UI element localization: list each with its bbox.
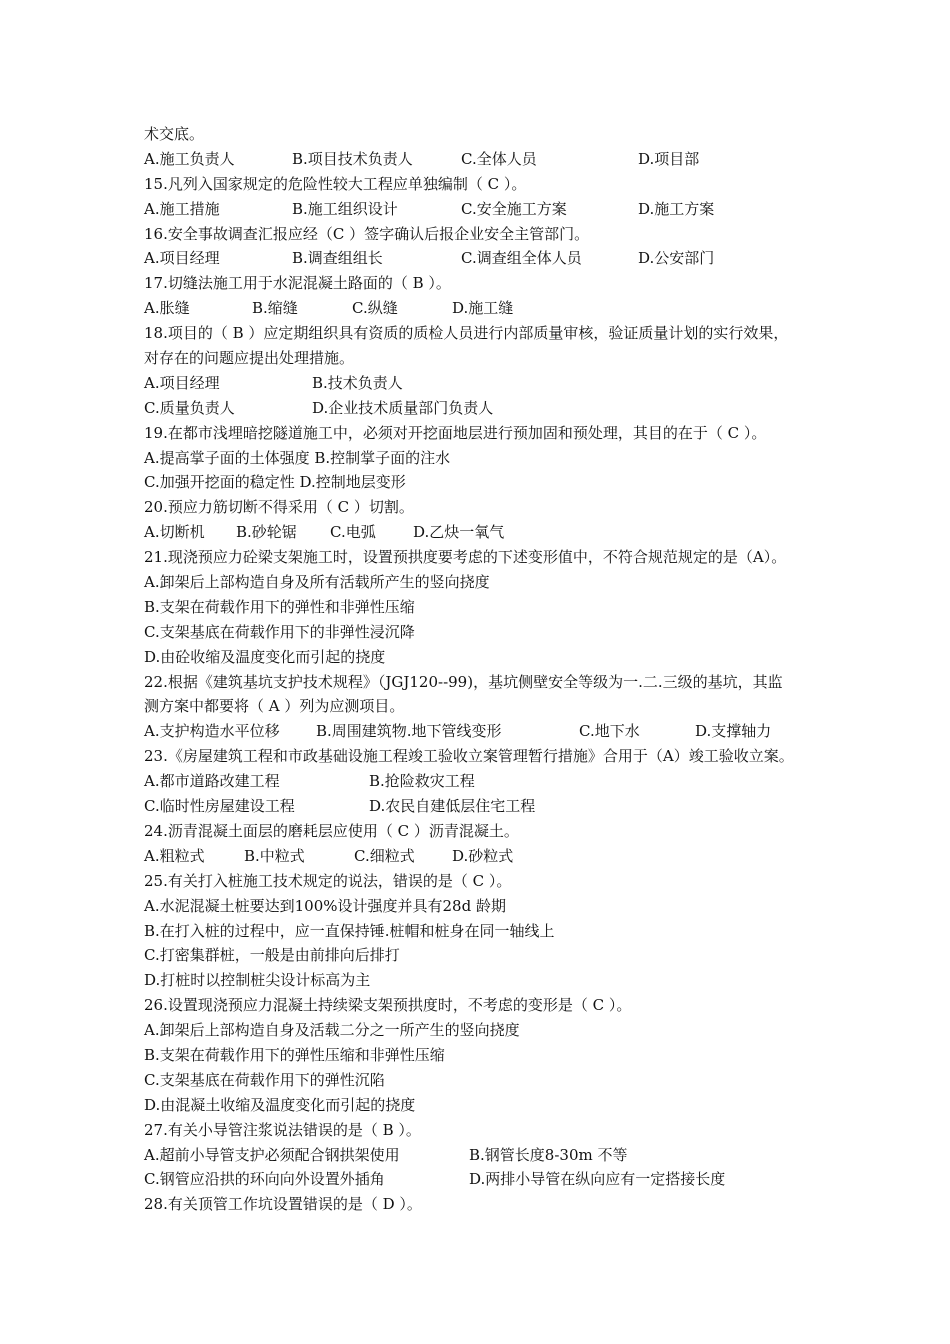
answer-option: A.粗粒式 bbox=[144, 846, 205, 865]
answer-option: D.两排小导管在纵向应有一定搭接长度 bbox=[469, 1170, 726, 1189]
answer-option: B.技术负责人 bbox=[312, 373, 403, 392]
answer-option: B.施工组织设计 bbox=[292, 199, 398, 218]
answer-option: A.支护构造水平位移 bbox=[144, 722, 280, 741]
answer-option: C.钢管应沿拱的环向向外设置外插角 bbox=[144, 1170, 385, 1189]
text-line: 15.凡列入国家规定的危险性较大工程应单独编制（ C ）。 bbox=[144, 174, 527, 193]
answer-option: A.项目经理 bbox=[144, 373, 220, 392]
answer-option: B.缩缝 bbox=[252, 299, 298, 318]
text-line: 25.有关打入桩施工技术规定的说法，错误的是（ C ）。 bbox=[144, 871, 512, 890]
answer-option: A.施工措施 bbox=[144, 199, 220, 218]
text-line: C.支架基底在荷载作用下的弹性沉陷 bbox=[144, 1070, 385, 1089]
document-body bbox=[144, 122, 864, 1217]
answer-option: C.细粒式 bbox=[354, 846, 415, 865]
answer-option: A.项目经理 bbox=[144, 249, 220, 268]
text-line: 26.设置现浇预应力混凝土持续梁支架预拱度时，不考虑的变形是（ C ）。 bbox=[144, 996, 632, 1015]
option-row bbox=[144, 520, 864, 545]
answer-option: C.电弧 bbox=[330, 523, 376, 542]
answer-option: D.农民自建低层住宅工程 bbox=[369, 797, 536, 816]
answer-option: C.安全施工方案 bbox=[461, 199, 567, 218]
text-line: 对存在的问题应提出处理措施。 bbox=[144, 349, 355, 368]
option-row bbox=[144, 769, 864, 794]
text-line: 19.在都市浅埋暗挖隧道施工中，必须对开挖面地层进行预加固和预处理，其目的在于（ C ）。 bbox=[144, 423, 767, 442]
option-row bbox=[144, 1143, 864, 1168]
option-row bbox=[144, 371, 864, 396]
text-line: 27.有关小导管注浆说法错误的是（ B ）。 bbox=[144, 1120, 421, 1139]
option-row bbox=[144, 396, 864, 421]
text-line: D.由砼收缩及温度变化而引起的挠度 bbox=[144, 647, 386, 666]
answer-option: C.临时性房屋建设工程 bbox=[144, 797, 295, 816]
option-row bbox=[144, 246, 864, 271]
option-row bbox=[144, 844, 864, 869]
answer-option: B.调查组组长 bbox=[292, 249, 383, 268]
text-line: A.提高掌子面的土体强度 B.控制掌子面的注水 bbox=[144, 448, 451, 467]
text-line: 16.安全事故调查汇报应经（C ）签字确认后报企业安全主管部门。 bbox=[144, 224, 590, 243]
option-row bbox=[144, 719, 864, 744]
text-line: 测方案中都要将（ A ）列为应测项目。 bbox=[144, 697, 405, 716]
text-line: B.在打入桩的过程中，应一直保持锤.桩帽和桩身在同一轴线上 bbox=[144, 921, 555, 940]
answer-option: A.超前小导管支护必须配合钢拱架使用 bbox=[144, 1145, 400, 1164]
answer-option: D.项目部 bbox=[638, 149, 700, 168]
text-line: 18.项目的（ B ）应定期组织具有资质的质检人员进行内部质量审核，验证质量计划的实行效果， bbox=[144, 324, 789, 343]
answer-option: D.砂粒式 bbox=[452, 846, 514, 865]
text-line: C.支架基底在荷载作用下的非弹性浸沉降 bbox=[144, 622, 415, 641]
option-row bbox=[144, 1167, 864, 1192]
text-line: A.卸架后上部构造自身及所有活载所产生的竖向挠度 bbox=[144, 573, 490, 592]
option-row bbox=[144, 794, 864, 819]
answer-option: B.抢险救灾工程 bbox=[369, 772, 475, 791]
text-line: C.加强开挖面的稳定性 D.控制地层变形 bbox=[144, 473, 406, 492]
option-row bbox=[144, 147, 864, 172]
answer-option: C.全体人员 bbox=[461, 149, 537, 168]
answer-option: D.乙炔一氧气 bbox=[413, 523, 505, 542]
answer-option: A.施工负责人 bbox=[144, 149, 235, 168]
text-line: A.卸架后上部构造自身及活载二分之一所产生的竖向挠度 bbox=[144, 1021, 520, 1040]
text-line: 20.预应力筋切断不得采用（ C ）切割。 bbox=[144, 498, 414, 517]
text-line: C.打密集群桩，一般是由前排向后排打 bbox=[144, 946, 400, 965]
answer-option: A.胀缝 bbox=[144, 299, 190, 318]
text-line: 28.有关顶管工作坑设置错误的是（ D ）。 bbox=[144, 1195, 422, 1214]
text-line: 17.切缝法施工用于水泥混凝土路面的（ B ）。 bbox=[144, 274, 451, 293]
answer-option: A.切断机 bbox=[144, 523, 205, 542]
text-line: B.支架在荷载作用下的弹性压缩和非弹性压缩 bbox=[144, 1045, 445, 1064]
answer-option: D.支撑轴力 bbox=[695, 722, 772, 741]
answer-option: C.地下水 bbox=[579, 722, 640, 741]
answer-option: D.企业技术质量部门负责人 bbox=[312, 398, 494, 417]
answer-option: A.都市道路改建工程 bbox=[144, 772, 280, 791]
answer-option: D.公安部门 bbox=[638, 249, 715, 268]
answer-option: C.质量负责人 bbox=[144, 398, 235, 417]
answer-option: C.调查组全体人员 bbox=[461, 249, 582, 268]
text-line: A.水泥混凝土桩要达到100%设计强度并具有28d 龄期 bbox=[144, 896, 506, 915]
text-line: B.支架在荷载作用下的弹性和非弹性压缩 bbox=[144, 597, 415, 616]
text-line: 23.《房屋建筑工程和市政基础设施工程竣工验收立案管理暂行措施》合用于（A）竣工验收立案。 bbox=[144, 747, 794, 766]
text-line: 22.根据《建筑基坑支护技术规程》（JGJ120--99)，基坑侧壁安全等级为一.二.三级的基坑，其监 bbox=[144, 672, 783, 691]
answer-option: B.中粒式 bbox=[244, 846, 305, 865]
answer-option: D.施工缝 bbox=[452, 299, 514, 318]
text-line: 21.现浇预应力砼梁支架施工时，设置预拱度要考虑的下述变形值中，不符合规范规定的是（A）。 bbox=[144, 548, 787, 567]
option-row bbox=[144, 296, 864, 321]
text-line: D.打桩时以控制桩尖设计标高为主 bbox=[144, 971, 371, 990]
answer-option: C.纵缝 bbox=[352, 299, 398, 318]
option-row bbox=[144, 197, 864, 222]
text-line: 术交底。 bbox=[144, 125, 205, 143]
answer-option: B.钢管长度8-30m 不等 bbox=[469, 1145, 628, 1164]
text-line: D.由混凝土收缩及温度变化而引起的挠度 bbox=[144, 1095, 416, 1114]
answer-option: B.周围建筑物.地下管线变形 bbox=[316, 722, 502, 741]
answer-option: B.砂轮锯 bbox=[236, 523, 297, 542]
text-line: 24.沥青混凝土面层的磨耗层应使用（ C ）沥青混凝土。 bbox=[144, 821, 519, 840]
answer-option: B.项目技术负责人 bbox=[292, 149, 413, 168]
answer-option: D.施工方案 bbox=[638, 199, 715, 218]
